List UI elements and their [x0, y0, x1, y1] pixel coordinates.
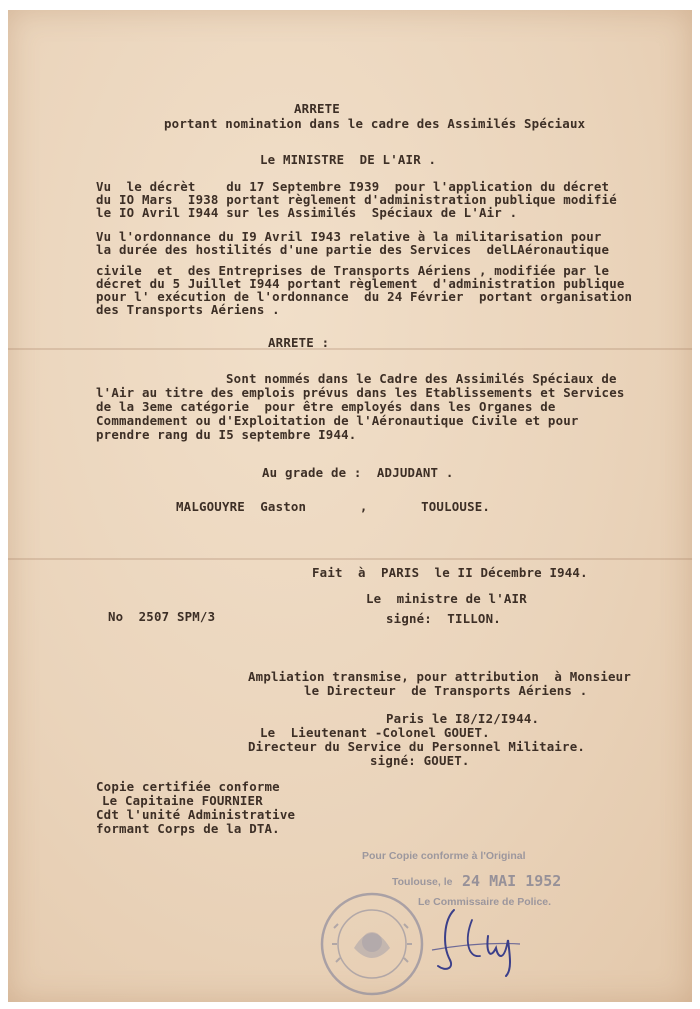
- visa-line: des Transports Aériens .: [96, 302, 280, 317]
- decision-line: Sont nommés dans le Cadre des Assimilés Spéciaux de: [226, 371, 617, 386]
- visa-line: Vu l'ordonnance du I9 Avril I943 relative à la militarisation pour: [96, 229, 602, 244]
- visa-line: pour l' exécution de l'ordonnance du 24 Février portant organisation: [96, 289, 633, 304]
- decision-line: Commandement ou d'Exploitation de l'Aéronautique Civile et pour: [96, 413, 579, 428]
- decision-line: de la 3eme catégorie pour être employés dans les Organes de: [96, 399, 556, 414]
- ampliation-officer: Le Lieutenant -Colonel GOUET.: [260, 725, 490, 740]
- stamp-police-line: Le Commissaire de Police.: [418, 896, 552, 908]
- certification-line: Le Capitaine FOURNIER: [102, 793, 263, 808]
- visa-line: décret du 5 Juillet I944 portant règlement d'administration publique: [96, 276, 625, 291]
- nominee-line: MALGOUYRE Gaston , TOULOUSE.: [176, 499, 491, 514]
- ampliation-line: le Directeur de Transports Aériens .: [304, 683, 588, 698]
- stamp-place-line: Toulouse, le: [392, 876, 453, 888]
- stamp-copy-line: Pour Copie conforme à l'Original: [362, 850, 526, 862]
- fold-crease: [8, 558, 692, 560]
- minister-signature: signé: TILLON.: [386, 611, 501, 626]
- visa-line: Vu le décrèt du 17 Septembre I939 pour l'application du décret: [96, 179, 610, 194]
- ampliation-date: Paris le I8/I2/I944.: [386, 711, 540, 726]
- ampliation-office: Directeur du Service du Personnel Militaire.: [248, 739, 586, 754]
- certification-line: Cdt l'unité Administrative: [96, 807, 296, 822]
- document-subtitle: portant nomination dans le cadre des Assimilés Spéciaux: [164, 116, 586, 131]
- fold-crease: [8, 348, 692, 350]
- grade-line: Au grade de : ADJUDANT .: [262, 465, 454, 480]
- visa-line: le IO Avril I944 sur les Assimilés Spéciaux de L'Air .: [96, 205, 518, 220]
- handwritten-signature-icon: [424, 900, 564, 980]
- visa-line: la durée des hostilités d'une partie des Services delLAéronautique: [96, 242, 610, 257]
- reference-number: No 2507 SPM/3: [108, 609, 216, 624]
- document-title: ARRETE: [294, 101, 340, 116]
- certification-line: formant Corps de la DTA.: [96, 821, 280, 836]
- stamp-date: 24 MAI 1952: [462, 872, 562, 890]
- decision-heading: ARRETE :: [268, 335, 330, 350]
- ampliation-line: Ampliation transmise, pour attribution à Monsieur: [248, 669, 631, 684]
- issuing-authority: Le MINISTRE DE L'AIR .: [260, 152, 437, 167]
- place-date: Fait à PARIS le II Décembre I944.: [312, 565, 588, 580]
- certification-line: Copie certifiée conforme: [96, 779, 280, 794]
- decision-line: l'Air au titre des emplois prévus dans les Etablissements et Services: [96, 385, 625, 400]
- ampliation-signature: signé: GOUET.: [370, 753, 470, 768]
- visa-line: civile et des Entreprises de Transports Aériens , modifiée par le: [96, 263, 610, 278]
- official-seal-icon: [314, 888, 430, 998]
- visa-line: du IO Mars I938 portant règlement d'administration publique modifié: [96, 192, 617, 207]
- minister-title: Le ministre de l'AIR: [366, 591, 527, 606]
- decision-line: prendre rang du I5 septembre I944.: [96, 427, 357, 442]
